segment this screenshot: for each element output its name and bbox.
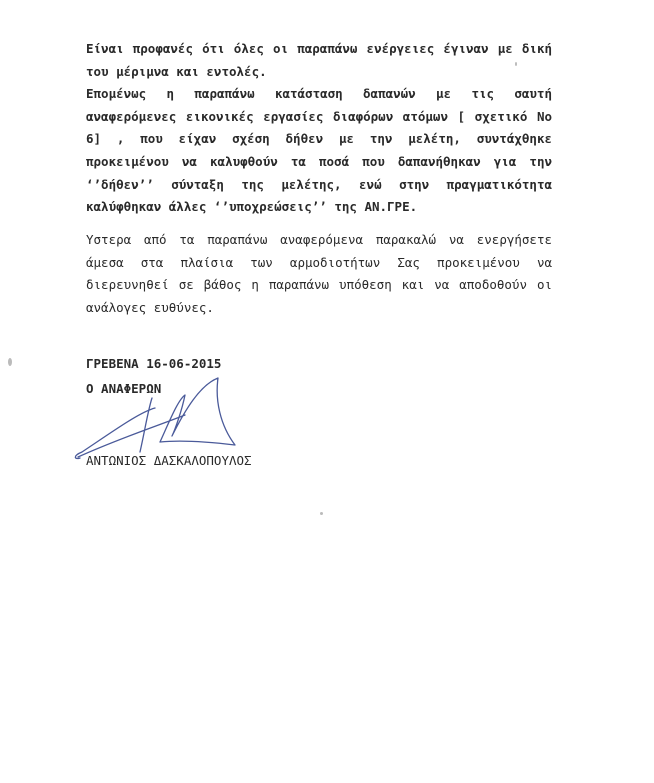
text-line: Επομένως η παραπάνω κατάσταση δαπανών με τις σαυτή <box>86 86 552 102</box>
text-line: ανάλογες ευθύνες. <box>86 299 214 315</box>
text-line: Είναι προφανές ότι όλες οι παραπάνω ενέργειες έγιναν με δική <box>86 41 552 56</box>
signatory-name: ΑΝΤΩΝΙΟΣ ΔΑΣΚΑΛΟΠΟΥΛΟΣ <box>86 453 252 468</box>
text-line: διερευνηθεί σε βάθος η παραπάνω υπόθεση και να αποδοθούν οι <box>86 277 552 293</box>
paragraph-1 <box>86 38 552 219</box>
text-line: ‘’δήθεν’’ σύνταξη της μελέτης, ενώ στην πραγματικότητα <box>86 176 552 192</box>
paragraph-2 <box>86 229 552 319</box>
text-line: προκειμένου να καλυφθούν τα ποσά που δαπανήθηκαν για την <box>86 153 552 169</box>
text-line: 6] , που είχαν σχέση δήθεν με την μελέτη, συντάχθηκε <box>86 131 552 147</box>
scan-speck <box>515 62 517 66</box>
scan-speck <box>8 358 12 366</box>
text-line: αναφερόμενες εικονικές εργασίες διαφόρων ατόμων [ σχετικό Νο <box>86 108 552 124</box>
text-line: καλύφθηκαν άλλες ‘’υποχρεώσεις’’ της ΑΝ.ΓΡΕ. <box>86 199 418 215</box>
place-date: ΓΡΕΒΕΝΑ 16-06-2015 <box>86 356 222 371</box>
text-line: Υστερα από τα παραπάνω αναφερόμενα παρακαλώ να ενεργήσετε <box>86 232 552 247</box>
text-line: του μέριμνα και εντολές. <box>86 63 267 79</box>
signatory-role: Ο ΑΝΑΦΕΡΩΝ <box>86 381 162 396</box>
text-line: άμεσα στα πλαίσια των αρμοδιοτήτων Σας προκειμένου να <box>86 254 552 270</box>
scan-speck <box>320 512 323 515</box>
